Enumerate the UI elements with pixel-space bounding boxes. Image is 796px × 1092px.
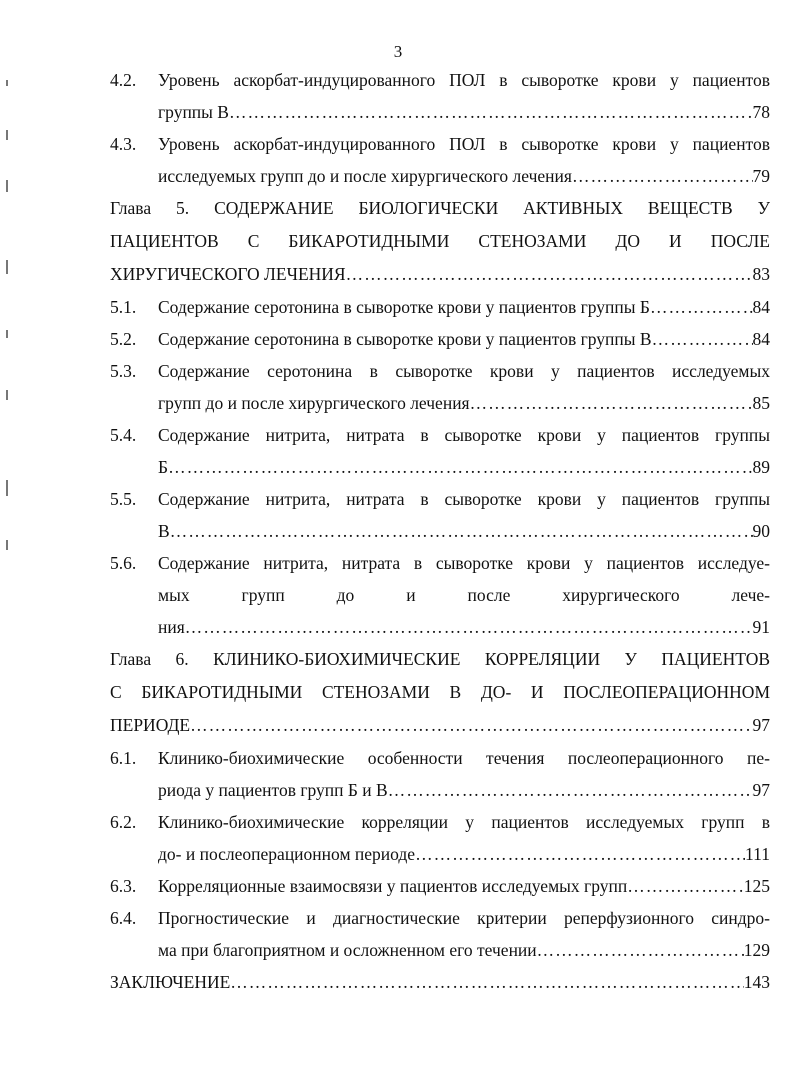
- toc-text: Глава 6. КЛИНИКО-БИОХИМИЧЕСКИЕ КОРРЕЛЯЦИИ У ПАЦИЕНТОВ: [110, 649, 770, 669]
- toc-line: [110, 451, 770, 483]
- toc-number: 5.5.: [110, 489, 137, 509]
- toc-leader-line: [158, 870, 770, 902]
- toc-line: [110, 966, 770, 999]
- toc-entry: [110, 742, 770, 806]
- toc-line: [110, 515, 770, 547]
- toc-page-number: 143: [743, 972, 770, 992]
- toc-text: Содержание нитрита, нитрата в сыворотке крови у пациентов исследуе-: [158, 553, 770, 573]
- toc-dot-leader: [572, 160, 753, 192]
- toc-text: группы В: [158, 102, 229, 122]
- toc-text: ЗАКЛЮЧЕНИЕ: [110, 972, 231, 992]
- toc-dot-leader: [229, 96, 753, 128]
- toc-page-number: 79: [752, 166, 770, 186]
- toc-text: С БИКАРОТИДНЫМИ СТЕНОЗАМИ В ДО- И ПОСЛЕОПЕРАЦИОННОМ: [110, 682, 770, 702]
- toc-page-number: 90: [752, 521, 770, 541]
- toc-leader-line: [158, 774, 770, 806]
- toc-leader-line: [158, 934, 770, 966]
- toc-line: [110, 64, 770, 96]
- toc-text: Клинико-биохимические корреляции у пациентов исследуемых групп в: [158, 812, 770, 832]
- toc-text: ПЕРИОДЕ: [110, 715, 191, 735]
- toc-line: [110, 225, 770, 258]
- toc-text: Прогностические и диагностические критерии реперфузионного синдро-: [158, 908, 770, 928]
- toc-text: ХИРУГИЧЕСКОГО ЛЕЧЕНИЯ: [110, 264, 346, 284]
- toc-text: исследуемых групп до и после хирургического лечения: [158, 166, 572, 186]
- toc-text: Клинико-биохимические особенности течения послеоперационного пе-: [158, 748, 770, 768]
- toc-line: [110, 579, 770, 611]
- toc-text: Глава 5. СОДЕРЖАНИЕ БИОЛОГИЧЕСКИ АКТИВНЫХ ВЕЩЕСТВ У: [110, 198, 770, 218]
- table-of-contents: [110, 64, 770, 999]
- toc-text: Содержание нитрита, нитрата в сыворотке крови у пациентов группы: [158, 425, 770, 445]
- toc-dot-leader: [470, 387, 753, 419]
- toc-leader-line: [158, 451, 770, 483]
- toc-line: [110, 355, 770, 387]
- toc-number: 5.6.: [110, 553, 137, 573]
- toc-line: [110, 870, 770, 902]
- toc-line: [110, 611, 770, 643]
- toc-number: 6.3.: [110, 876, 137, 896]
- toc-line: [110, 96, 770, 128]
- toc-page-number: 97: [752, 715, 770, 735]
- toc-entry: [110, 355, 770, 419]
- toc-entry: [110, 323, 770, 355]
- toc-page-number: 85: [752, 393, 770, 413]
- toc-dot-leader: [537, 934, 744, 966]
- toc-line: [110, 419, 770, 451]
- toc-line: [110, 483, 770, 515]
- toc-number: 5.2.: [110, 329, 137, 349]
- toc-leader-line: [158, 323, 770, 355]
- toc-line: [110, 128, 770, 160]
- toc-text: мых групп до и после хирургического лече-: [158, 585, 770, 605]
- toc-text: Корреляционные взаимосвязи у пациентов исследуемых групп: [158, 876, 628, 896]
- toc-number: 4.3.: [110, 134, 137, 154]
- toc-line: [110, 192, 770, 225]
- toc-dot-leader: [415, 838, 745, 870]
- toc-text: Уровень аскорбат-индуцированного ПОЛ в сыворотке крови у пациентов: [158, 70, 770, 90]
- toc-page-number: 84: [752, 297, 770, 317]
- toc-line: [110, 323, 770, 355]
- toc-dot-leader: [346, 258, 753, 291]
- toc-line: [110, 387, 770, 419]
- toc-dot-leader: [168, 451, 752, 483]
- toc-leader-line: [158, 611, 770, 643]
- toc-entry: [110, 64, 770, 128]
- toc-entry: [110, 547, 770, 643]
- toc-dot-leader: [190, 709, 752, 742]
- toc-dot-leader: [230, 966, 743, 999]
- scan-margin-marks: [6, 60, 12, 580]
- toc-entry: [110, 419, 770, 483]
- toc-entry: [110, 483, 770, 547]
- toc-page-number: 91: [752, 617, 770, 637]
- toc-entry: [110, 902, 770, 966]
- toc-dot-leader: [170, 515, 753, 547]
- toc-text: Уровень аскорбат-индуцированного ПОЛ в сыворотке крови у пациентов: [158, 134, 770, 154]
- toc-text: ПАЦИЕНТОВ С БИКАРОТИДНЫМИ СТЕНОЗАМИ ДО И ПОСЛЕ: [110, 231, 770, 251]
- toc-chapter-entry: [110, 966, 770, 999]
- toc-page-number: 78: [752, 102, 770, 122]
- toc-text: риода у пациентов групп Б и В: [158, 780, 388, 800]
- toc-page-number: 84: [752, 329, 770, 349]
- toc-line: [110, 291, 770, 323]
- toc-number: 5.3.: [110, 361, 137, 381]
- toc-text: групп до и после хирургического лечения: [158, 393, 470, 413]
- toc-entry: [110, 806, 770, 870]
- toc-page-number: 125: [743, 876, 770, 896]
- toc-line: [110, 934, 770, 966]
- toc-line: [110, 709, 770, 742]
- toc-text: Содержание нитрита, нитрата в сыворотке крови у пациентов группы: [158, 489, 770, 509]
- toc-leader-line: [110, 709, 770, 742]
- toc-entry: [110, 128, 770, 192]
- toc-number: 4.2.: [110, 70, 137, 90]
- toc-text: Содержание серотонина в сыворотке крови у пациентов исследуемых: [158, 361, 770, 381]
- toc-dot-leader: [650, 291, 753, 323]
- toc-number: 6.2.: [110, 812, 137, 832]
- toc-leader-line: [158, 96, 770, 128]
- toc-number: 6.4.: [110, 908, 137, 928]
- toc-page-number: 129: [743, 940, 770, 960]
- toc-page-number: 89: [752, 457, 770, 477]
- toc-leader-line: [158, 387, 770, 419]
- toc-leader-line: [158, 838, 770, 870]
- toc-line: [110, 643, 770, 676]
- toc-page-number: 97: [752, 780, 770, 800]
- toc-text: Содержание серотонина в сыворотке крови у пациентов группы Б: [158, 297, 650, 317]
- toc-line: [110, 676, 770, 709]
- toc-text: до- и послеоперационном периоде: [158, 844, 416, 864]
- toc-chapter-entry: [110, 192, 770, 291]
- toc-line: [110, 742, 770, 774]
- page-number: 3: [393, 42, 403, 61]
- toc-text: ния: [158, 617, 185, 637]
- toc-dot-leader: [388, 774, 753, 806]
- toc-leader-line: [158, 160, 770, 192]
- toc-chapter-entry: [110, 643, 770, 742]
- toc-leader-line: [110, 966, 770, 999]
- toc-text: В: [158, 521, 170, 541]
- toc-line: [110, 806, 770, 838]
- toc-line: [110, 258, 770, 291]
- toc-text: Б: [158, 457, 169, 477]
- toc-number: 6.1.: [110, 748, 137, 768]
- toc-dot-leader: [652, 323, 753, 355]
- toc-leader-line: [158, 291, 770, 323]
- toc-page-number: 111: [745, 844, 770, 864]
- toc-text: ма при благоприятном и осложненном его течении: [158, 940, 537, 960]
- toc-line: [110, 160, 770, 192]
- toc-number: 5.4.: [110, 425, 137, 445]
- toc-line: [110, 774, 770, 806]
- toc-line: [110, 902, 770, 934]
- toc-text: Содержание серотонина в сыворотке крови у пациентов группы В: [158, 329, 652, 349]
- toc-leader-line: [110, 258, 770, 291]
- toc-dot-leader: [627, 870, 744, 902]
- toc-line: [110, 547, 770, 579]
- toc-entry: [110, 870, 770, 902]
- toc-dot-leader: [185, 611, 753, 643]
- toc-number: 5.1.: [110, 297, 137, 317]
- toc-page-number: 83: [752, 264, 770, 284]
- toc-line: [110, 838, 770, 870]
- toc-leader-line: [158, 515, 770, 547]
- toc-entry: [110, 291, 770, 323]
